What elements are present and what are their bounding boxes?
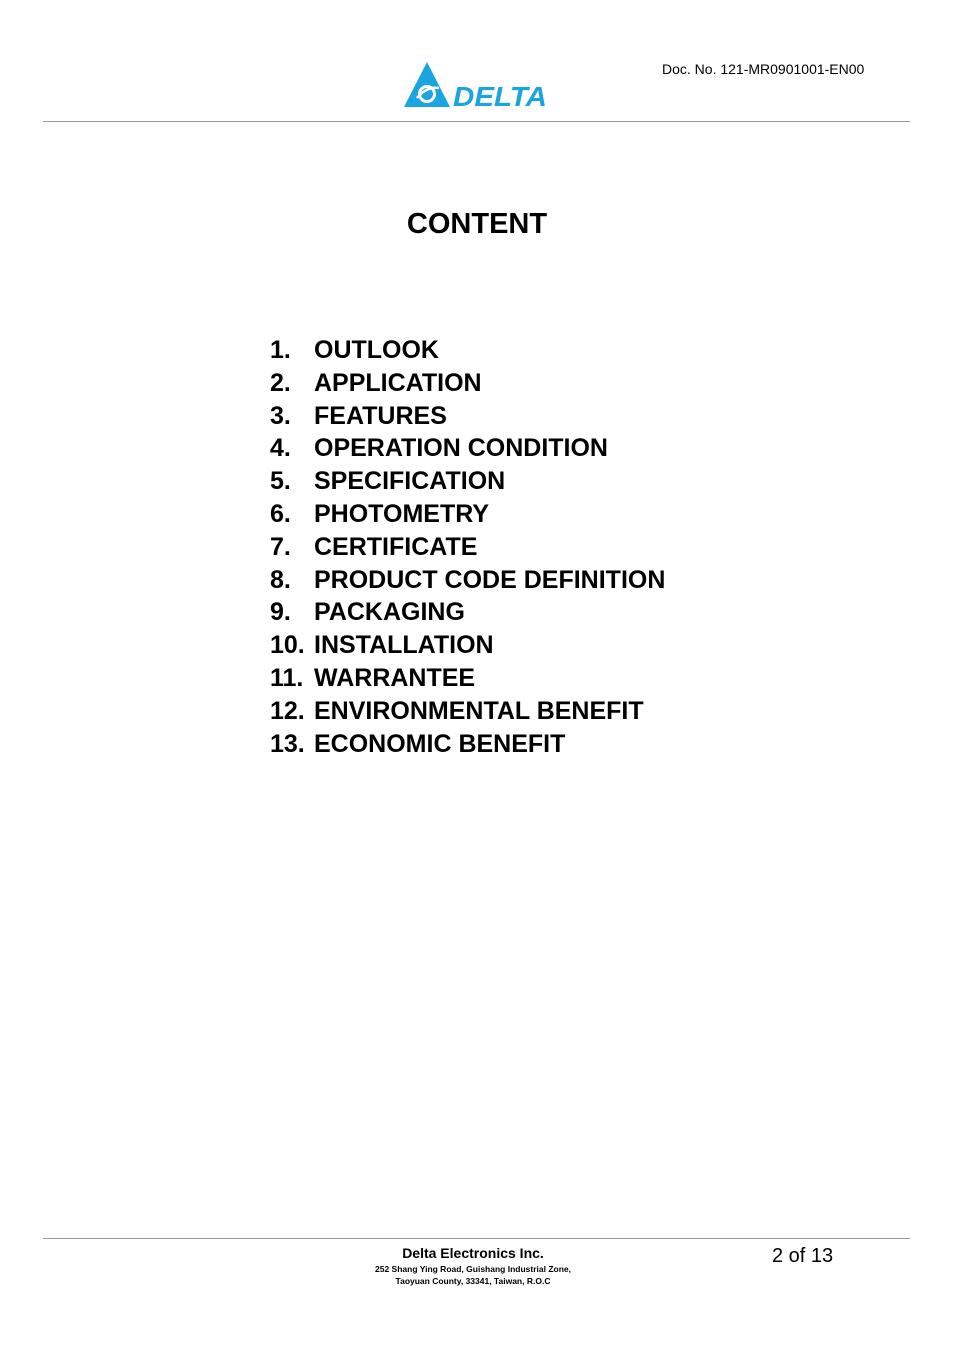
toc-label: FEATURES: [314, 401, 447, 430]
toc-label: INSTALLATION: [314, 631, 494, 660]
toc-item: [270, 564, 665, 597]
page-number: 2 of 13: [772, 1245, 834, 1267]
footer-address-line-1: 252 Shang Ying Road, Guishang Industrial Zone,: [375, 1264, 571, 1274]
toc-label: PACKAGING: [314, 598, 465, 627]
delta-logo: [403, 60, 549, 110]
toc-label: ECONOMIC BENEFIT: [314, 729, 566, 758]
toc-label: WARRANTEE: [314, 663, 476, 692]
toc-item: [270, 432, 665, 465]
toc-number: 6.: [270, 499, 291, 528]
toc-number: 8.: [270, 565, 291, 594]
table-of-contents: [270, 334, 665, 760]
toc-item: [270, 728, 665, 761]
toc-label: OPERATION CONDITION: [314, 434, 608, 463]
toc-number: 4.: [270, 434, 291, 463]
footer-divider: [43, 1238, 910, 1239]
toc-label: CERTIFICATE: [314, 532, 478, 561]
toc-number: 9.: [270, 598, 291, 627]
toc-item: [270, 596, 665, 629]
toc-item: [270, 695, 665, 728]
toc-item: [270, 531, 665, 564]
toc-number: 12.: [270, 696, 305, 725]
toc-label: APPLICATION: [314, 368, 482, 397]
toc-number: 13.: [270, 729, 305, 758]
toc-label: ENVIRONMENTAL BENEFIT: [314, 696, 644, 725]
footer-address-line-2: Taoyuan County, 33341, Taiwan, R.O.C: [395, 1276, 551, 1286]
toc-number: 10.: [270, 631, 305, 660]
page-title: CONTENT: [406, 208, 548, 240]
toc-item: [270, 400, 665, 433]
header-divider: [43, 121, 910, 122]
toc-number: 1.: [270, 336, 291, 364]
toc-label: PHOTOMETRY: [314, 499, 490, 528]
toc-item: [270, 367, 665, 400]
doc-number: Doc. No. 121-MR0901001-EN00: [662, 61, 865, 77]
toc-label: PRODUCT CODE DEFINITION: [314, 565, 666, 594]
toc-item: [270, 465, 665, 498]
toc-number: 5.: [270, 467, 291, 496]
toc-number: 7.: [270, 532, 291, 561]
toc-label: SPECIFICATION: [314, 467, 506, 496]
toc-item: [270, 662, 665, 695]
toc-label: OUTLOOK: [314, 336, 439, 364]
footer-company: Delta Electronics Inc.: [402, 1245, 544, 1261]
toc-number: 2.: [270, 368, 291, 397]
toc-item: [270, 334, 665, 367]
logo-wordmark: DELTA: [453, 81, 547, 110]
toc-item: [270, 629, 665, 662]
toc-number: 3.: [270, 401, 291, 430]
toc-number: 11.: [270, 663, 304, 692]
toc-item: [270, 498, 665, 531]
